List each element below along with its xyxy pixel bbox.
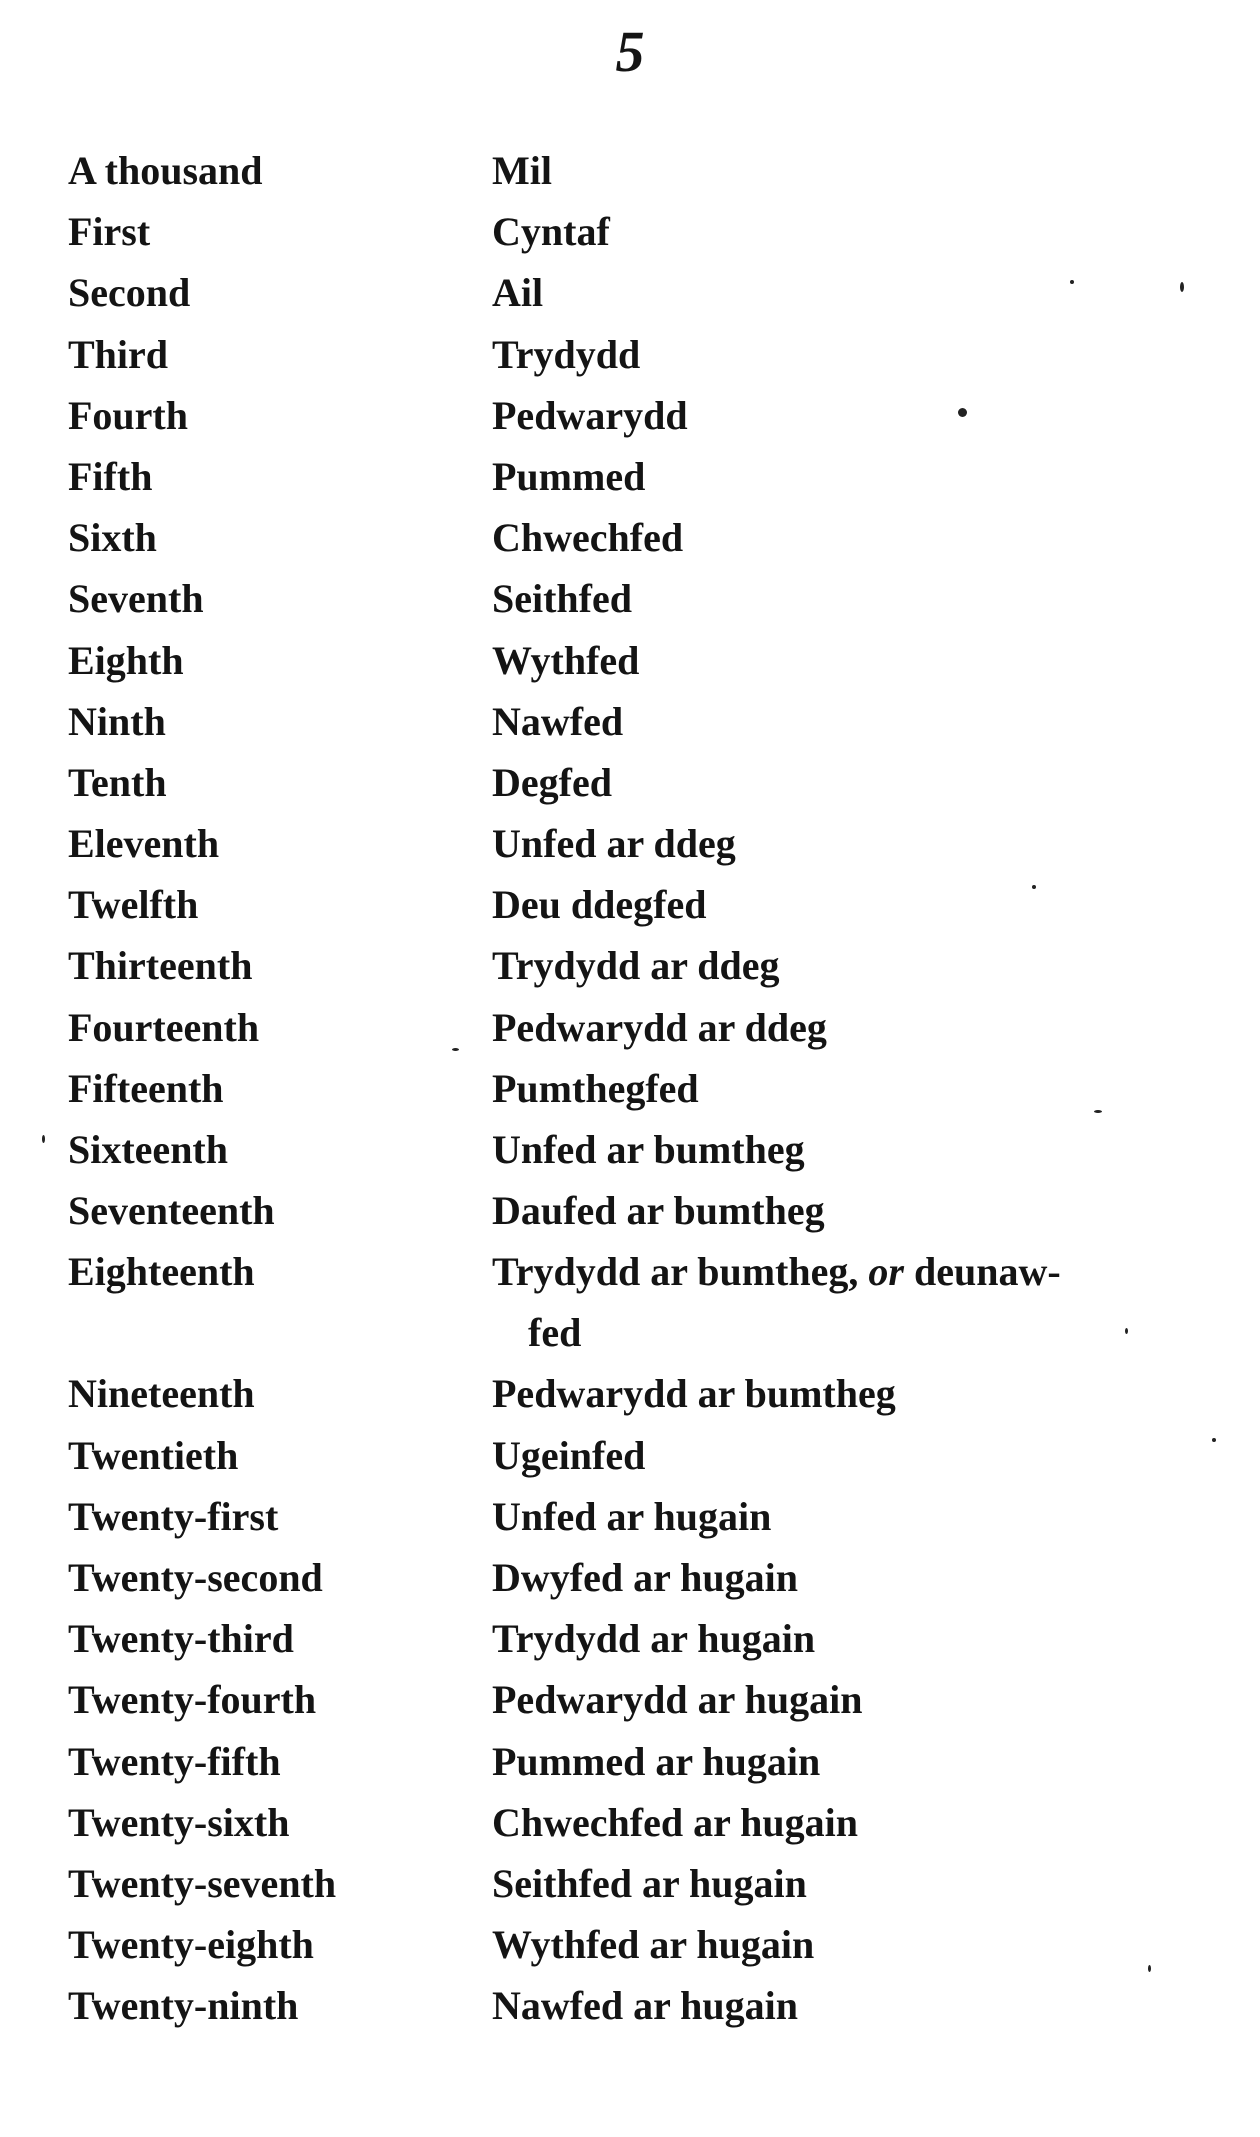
list-item bbox=[0, 1853, 1260, 1914]
list-item bbox=[0, 1180, 1260, 1241]
english-term: Third bbox=[68, 331, 169, 377]
welsh-term: Ail bbox=[492, 270, 544, 316]
list-item bbox=[0, 1425, 1260, 1486]
list-item bbox=[0, 813, 1260, 874]
scan-speck bbox=[42, 1135, 45, 1143]
english-term: Fifth bbox=[68, 453, 153, 499]
scan-speck bbox=[1094, 1110, 1102, 1113]
list-item bbox=[0, 1792, 1260, 1853]
welsh-term: Seithfed bbox=[492, 576, 632, 622]
english-term: Twenty-fifth bbox=[68, 1738, 281, 1784]
list-item bbox=[0, 324, 1260, 385]
list-item bbox=[0, 507, 1260, 568]
welsh-term: Seithfed ar hugain bbox=[492, 1860, 807, 1906]
list-item bbox=[0, 446, 1260, 507]
english-term: First bbox=[68, 209, 151, 255]
scan-speck bbox=[1032, 885, 1036, 889]
list-item bbox=[0, 262, 1260, 323]
list-item bbox=[0, 1486, 1260, 1547]
list-item bbox=[0, 1669, 1260, 1730]
welsh-term: Unfed ar bumtheg bbox=[492, 1127, 805, 1172]
list-item bbox=[0, 201, 1260, 262]
english-term: Nineteenth bbox=[68, 1371, 255, 1417]
english-term: Sixteenth bbox=[68, 1127, 228, 1172]
welsh-term: Unfed ar hugain bbox=[492, 1493, 772, 1539]
welsh-term: Pummed bbox=[492, 453, 646, 499]
english-term: Sixth bbox=[68, 515, 157, 561]
list-item bbox=[0, 1731, 1260, 1792]
list-item bbox=[0, 874, 1260, 935]
welsh-term: Wythfed ar hugain bbox=[492, 1922, 815, 1968]
english-term: Eighteenth bbox=[68, 1249, 255, 1295]
english-term: Second bbox=[68, 270, 191, 316]
scan-speck bbox=[1212, 1438, 1216, 1442]
scan-speck bbox=[1148, 1965, 1151, 1972]
list-item bbox=[0, 1975, 1260, 2036]
list-item bbox=[0, 140, 1260, 201]
list-item bbox=[0, 1058, 1260, 1119]
welsh-term: Trydydd bbox=[492, 331, 641, 377]
english-term: Fourteenth bbox=[68, 1004, 260, 1050]
english-term: Ninth bbox=[68, 698, 166, 744]
english-term: Eleventh bbox=[68, 821, 220, 867]
english-term: Twenty-eighth bbox=[68, 1922, 314, 1968]
scan-speck bbox=[452, 1048, 459, 1051]
welsh-term: Pedwarydd bbox=[492, 392, 688, 438]
scan-speck bbox=[1070, 280, 1074, 284]
english-term: Twenty-second bbox=[68, 1554, 323, 1600]
list-item bbox=[0, 1608, 1260, 1669]
list-item bbox=[0, 691, 1260, 752]
welsh-term: Ugeinfed bbox=[492, 1432, 646, 1478]
welsh-term: Chwechfed ar hugain bbox=[492, 1799, 858, 1845]
welsh-term: Pedwarydd ar hugain bbox=[492, 1677, 863, 1723]
list-item bbox=[0, 568, 1260, 629]
welsh-term bbox=[492, 1241, 1212, 1363]
english-term: Twenty-ninth bbox=[68, 1983, 299, 2029]
welsh-term: Mil bbox=[492, 148, 552, 193]
welsh-term: Trydydd ar ddeg bbox=[492, 943, 780, 989]
scan-speck bbox=[1180, 282, 1184, 292]
welsh-term: Cyntaf bbox=[492, 209, 610, 255]
welsh-term: Wythfed bbox=[492, 637, 640, 683]
english-term: Fifteenth bbox=[68, 1065, 224, 1111]
english-term: Twenty-first bbox=[68, 1493, 279, 1539]
welsh-term: Trydydd ar hugain bbox=[492, 1616, 816, 1662]
welsh-term: Pedwarydd ar ddeg bbox=[492, 1004, 827, 1050]
list-item bbox=[0, 935, 1260, 996]
english-term: Twentieth bbox=[68, 1432, 239, 1478]
list-item bbox=[0, 1363, 1260, 1424]
welsh-term: Deu ddegfed bbox=[492, 882, 707, 928]
english-term: Tenth bbox=[68, 759, 167, 805]
english-term: Twenty-third bbox=[68, 1616, 294, 1662]
welsh-term: Degfed bbox=[492, 759, 612, 805]
english-term: Twenty-sixth bbox=[68, 1799, 290, 1845]
page-number: 5 bbox=[615, 19, 645, 84]
scan-speck bbox=[1125, 1328, 1128, 1334]
list-item bbox=[0, 1547, 1260, 1608]
list-item bbox=[0, 1119, 1260, 1180]
scan-speck bbox=[958, 408, 967, 417]
welsh-term: Dwyfed ar hugain bbox=[492, 1554, 798, 1600]
vocabulary-list bbox=[0, 140, 1260, 2036]
welsh-term: Daufed ar bumtheg bbox=[492, 1188, 825, 1234]
english-term: Eighth bbox=[68, 637, 184, 683]
english-term: Fourth bbox=[68, 392, 188, 438]
alternative-conjunction: or bbox=[868, 1249, 904, 1295]
list-item bbox=[0, 1914, 1260, 1975]
welsh-term: Nawfed ar hugain bbox=[492, 1983, 798, 2029]
list-item bbox=[0, 997, 1260, 1058]
welsh-term: Unfed ar ddeg bbox=[492, 821, 736, 867]
english-term: Seventh bbox=[68, 576, 204, 622]
welsh-term: Pedwarydd ar bumtheg bbox=[492, 1371, 896, 1417]
list-item bbox=[0, 1241, 1260, 1363]
english-term: Twelfth bbox=[68, 882, 199, 928]
welsh-term: Pummed ar hugain bbox=[492, 1738, 821, 1784]
list-item bbox=[0, 752, 1260, 813]
welsh-term-continuation: fed bbox=[528, 1310, 582, 1356]
list-item bbox=[0, 385, 1260, 446]
english-term: Thirteenth bbox=[68, 943, 253, 989]
welsh-term-alternative: deunaw- bbox=[913, 1249, 1061, 1295]
welsh-term-part: Trydydd ar bumtheg, bbox=[492, 1249, 859, 1295]
welsh-term: Pumthegfed bbox=[492, 1065, 699, 1111]
welsh-term: Nawfed bbox=[492, 698, 624, 744]
list-item bbox=[0, 630, 1260, 691]
welsh-term: Chwechfed bbox=[492, 515, 684, 561]
english-term: Twenty-seventh bbox=[68, 1860, 337, 1906]
english-term: Seventeenth bbox=[68, 1188, 275, 1234]
english-term: A thousand bbox=[68, 148, 263, 193]
english-term: Twenty-fourth bbox=[68, 1677, 317, 1723]
